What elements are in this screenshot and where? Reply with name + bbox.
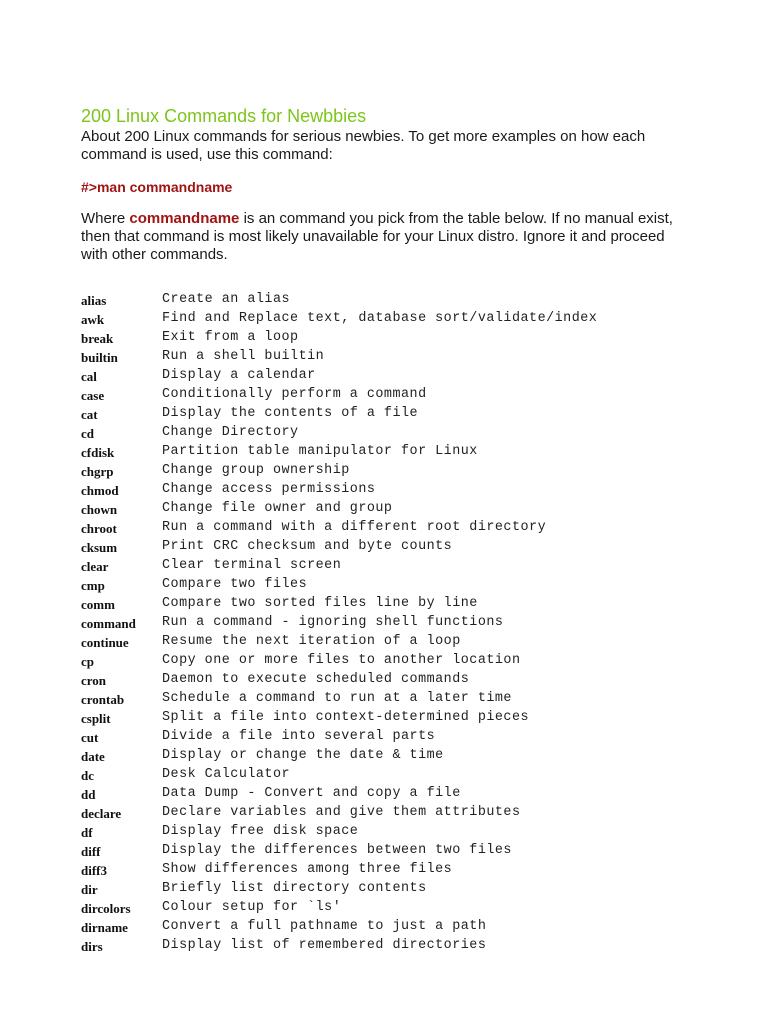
table-row: [81, 633, 597, 652]
command-description: Compare two sorted files line by line: [162, 596, 478, 611]
table-row: [81, 937, 597, 956]
command-name: diff: [81, 844, 101, 859]
command-name: chroot: [81, 521, 117, 536]
command-name: chown: [81, 502, 118, 517]
command-description: Change group ownership: [162, 463, 350, 478]
command-name: dd: [81, 787, 96, 802]
command-name: cron: [81, 673, 107, 688]
command-description: Create an alias: [162, 292, 291, 307]
table-row: [81, 652, 597, 671]
command-description: Copy one or more files to another location: [162, 653, 521, 668]
command-name: df: [81, 825, 93, 840]
where-keyword: commandname: [129, 210, 240, 227]
table-row: [81, 880, 597, 899]
where-paragraph: [81, 210, 681, 264]
command-name: break: [81, 331, 114, 346]
command-name: dir: [81, 882, 98, 897]
table-row: [81, 348, 597, 367]
command-name: builtin: [81, 350, 118, 365]
table-row: [81, 367, 597, 386]
table-row: [81, 899, 597, 918]
page-title: 200 Linux Commands for Newbbies: [81, 106, 367, 126]
document-page: [81, 104, 681, 954]
table-row: [81, 462, 597, 481]
table-row: [81, 500, 597, 519]
command-description: Print CRC checksum and byte counts: [162, 539, 453, 554]
command-name: comm: [81, 597, 115, 612]
command-name: cal: [81, 369, 97, 384]
command-table: [81, 291, 597, 956]
table-row: [81, 538, 597, 557]
table-row: [81, 747, 597, 766]
command-description: Exit from a loop: [162, 330, 299, 345]
table-row: [81, 690, 597, 709]
table-row: [81, 576, 597, 595]
command-name: awk: [81, 312, 105, 327]
command-name: cd: [81, 426, 94, 441]
command-description: Run a command - ignoring shell functions: [162, 615, 504, 630]
command-name: crontab: [81, 692, 125, 707]
command-description: Divide a file into several parts: [162, 729, 436, 744]
command-description: Briefly list directory contents: [162, 881, 427, 896]
command-name: dircolors: [81, 901, 131, 916]
table-row: [81, 671, 597, 690]
command-description: Data Dump - Convert and copy a file: [162, 786, 461, 801]
command-name: dirname: [81, 920, 128, 935]
command-name: diff3: [81, 863, 107, 878]
command-description: Change access permissions: [162, 482, 376, 497]
command-name: alias: [81, 293, 107, 308]
command-name: cut: [81, 730, 99, 745]
table-row: [81, 804, 597, 823]
command-name: declare: [81, 806, 122, 821]
command-description: Convert a full pathname to just a path: [162, 919, 487, 934]
command-name: dc: [81, 768, 94, 783]
command-description: Display or change the date & time: [162, 748, 444, 763]
command-name: cat: [81, 407, 98, 422]
command-description: Desk Calculator: [162, 767, 291, 782]
command-description: Daemon to execute scheduled commands: [162, 672, 470, 687]
command-description: Display free disk space: [162, 824, 359, 839]
command-name: cfdisk: [81, 445, 115, 460]
table-row: [81, 310, 597, 329]
command-description: Change file owner and group: [162, 501, 393, 516]
command-description: Schedule a command to run at a later time: [162, 691, 512, 706]
command-name: case: [81, 388, 105, 403]
command-description: Find and Replace text, database sort/validate/index: [162, 311, 598, 326]
command-name: date: [81, 749, 105, 764]
command-description: Split a file into context-determined pieces: [162, 710, 530, 725]
command-name: cksum: [81, 540, 118, 555]
command-name: continue: [81, 635, 129, 650]
command-name: chmod: [81, 483, 119, 498]
table-row: [81, 918, 597, 937]
table-row: [81, 595, 597, 614]
command-name: clear: [81, 559, 109, 574]
command-description: Run a shell builtin: [162, 349, 325, 364]
where-suffix: is an command you pick from the table below. If no manual exist, then that command is most likely unavailable for your Linux distro. Ignore it and proceed with other commands.: [81, 210, 673, 263]
command-table-body: [81, 291, 597, 956]
table-row: [81, 728, 597, 747]
table-row: [81, 405, 597, 424]
table-row: [81, 614, 597, 633]
table-row: [81, 519, 597, 538]
command-description: Display the contents of a file: [162, 406, 419, 421]
command-description: Resume the next iteration of a loop: [162, 634, 461, 649]
intro-paragraph: About 200 Linux commands for serious newbies. To get more examples on how each command is used, use this command:: [81, 128, 646, 163]
command-name: csplit: [81, 711, 111, 726]
command-description: Display a calendar: [162, 368, 316, 383]
table-row: [81, 842, 597, 861]
command-description: Clear terminal screen: [162, 558, 342, 573]
table-row: [81, 424, 597, 443]
where-prefix: Where: [81, 210, 130, 227]
man-command-example: #>man commandname: [81, 179, 233, 195]
command-description: Display list of remembered directories: [162, 938, 487, 953]
table-row: [81, 709, 597, 728]
command-name: chgrp: [81, 464, 114, 479]
table-row: [81, 329, 597, 348]
command-description: Colour setup for `ls': [162, 900, 342, 915]
command-description: Display the differences between two files: [162, 843, 512, 858]
command-name: cp: [81, 654, 94, 669]
command-name: cmp: [81, 578, 105, 593]
command-description: Partition table manipulator for Linux: [162, 444, 478, 459]
command-name: dirs: [81, 939, 103, 954]
command-name: command: [81, 616, 136, 631]
table-row: [81, 557, 597, 576]
command-description: Show differences among three files: [162, 862, 453, 877]
table-row: [81, 481, 597, 500]
table-row: [81, 443, 597, 462]
table-row: [81, 823, 597, 842]
table-row: [81, 291, 597, 310]
table-row: [81, 861, 597, 880]
command-description: Run a command with a different root directory: [162, 520, 547, 535]
command-description: Declare variables and give them attributes: [162, 805, 521, 820]
command-description: Change Directory: [162, 425, 299, 440]
command-description: Compare two files: [162, 577, 308, 592]
table-row: [81, 766, 597, 785]
table-row: [81, 386, 597, 405]
table-row: [81, 785, 597, 804]
command-description: Conditionally perform a command: [162, 387, 427, 402]
